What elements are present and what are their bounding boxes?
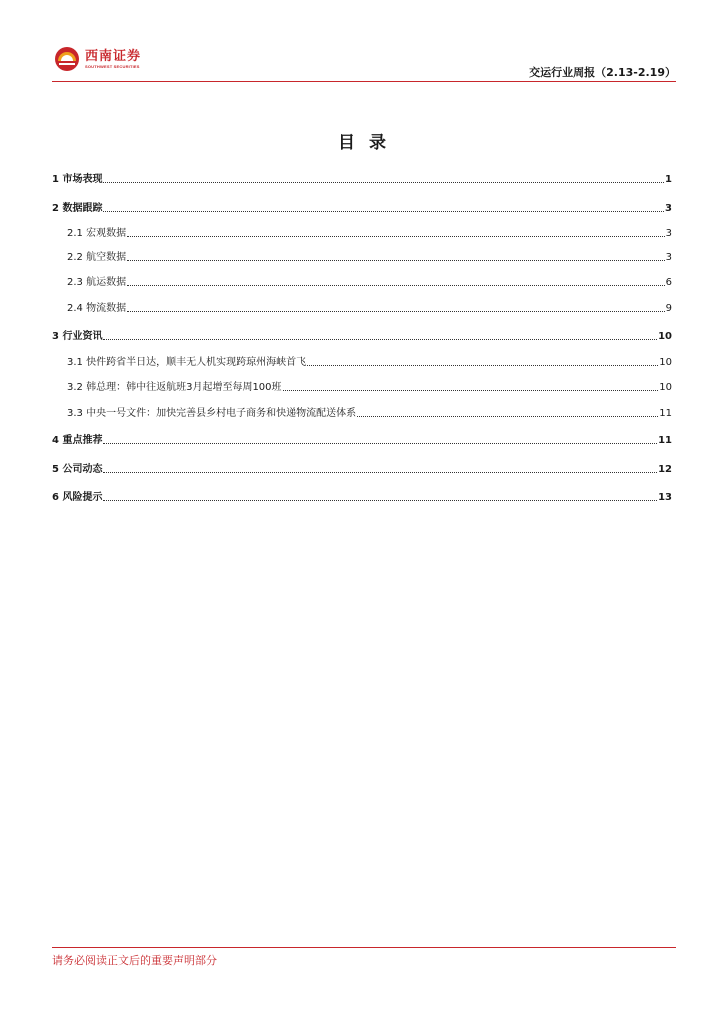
toc-entry-page: 3 — [665, 203, 672, 214]
toc-title: 目录 — [338, 133, 400, 153]
toc-entry-page: 11 — [659, 408, 672, 419]
report-title: 交运行业周报（2.13-2.19） — [529, 66, 676, 79]
toc-entry[interactable] — [52, 433, 672, 447]
toc-entry-page: 12 — [658, 464, 672, 475]
page-header — [52, 40, 676, 82]
toc-entry-label: 2.2 航空数据 — [67, 252, 127, 263]
toc-entry-label: 5 公司动态 — [52, 464, 103, 475]
toc-leader-dots — [127, 285, 665, 286]
toc-leader-dots — [127, 311, 665, 312]
toc-entry-label: 2.1 宏观数据 — [67, 228, 127, 239]
toc-entry[interactable] — [52, 301, 672, 315]
toc-entry-page: 9 — [665, 303, 672, 314]
toc-leader-dots — [307, 365, 658, 366]
toc-entry-label: 2.3 航运数据 — [67, 277, 127, 288]
toc-leader-dots — [103, 500, 657, 501]
toc-entry-page: 10 — [658, 331, 672, 342]
toc-leader-dots — [103, 211, 664, 212]
toc-entry[interactable] — [52, 355, 672, 369]
toc-entry[interactable] — [52, 172, 672, 186]
toc-entry-label: 2.4 物流数据 — [67, 303, 127, 314]
toc-entry[interactable] — [52, 462, 672, 476]
toc-leader-dots — [103, 339, 657, 340]
toc-entry-label: 3.3 中央一号文件：加快完善县乡村电子商务和快递物流配送体系 — [67, 408, 357, 419]
toc-entry[interactable] — [52, 406, 672, 420]
footer-divider — [52, 947, 676, 948]
toc-entry[interactable] — [52, 329, 672, 343]
toc-entry-page: 10 — [659, 357, 672, 368]
toc-leader-dots — [127, 260, 665, 261]
toc-entry-page: 3 — [665, 252, 672, 263]
toc-leader-dots — [103, 472, 657, 473]
toc-entry[interactable] — [52, 380, 672, 394]
header-divider — [52, 81, 676, 82]
toc-entry-page: 3 — [665, 228, 672, 239]
toc-leader-dots — [127, 236, 665, 237]
toc-entry-page: 6 — [665, 277, 672, 288]
toc-entry-label: 6 风险提示 — [52, 492, 103, 503]
toc-entry[interactable] — [52, 275, 672, 289]
toc-leader-dots — [103, 443, 657, 444]
toc-entry-page: 11 — [658, 435, 672, 446]
toc-entry-label: 4 重点推荐 — [52, 435, 103, 446]
toc-entry[interactable] — [52, 490, 672, 504]
logo-english-name: SOUTHWEST SECURITIES — [85, 63, 140, 69]
toc-entry[interactable] — [52, 250, 672, 264]
toc-entry-label: 2 数据跟踪 — [52, 203, 103, 214]
footer-disclaimer: 请务必阅读正文后的重要声明部分 — [52, 954, 217, 967]
toc-entry[interactable] — [52, 226, 672, 240]
toc-leader-dots — [103, 182, 664, 183]
toc-entry-label: 3.1 快件跨省半日达，顺丰无人机实现跨琼州海峡首飞 — [67, 357, 307, 368]
company-logo — [54, 42, 141, 76]
toc-entry-page: 1 — [665, 174, 672, 185]
toc-entry-label: 3.2 韩总理：韩中往返航班3月起增至每周100班 — [67, 382, 282, 393]
toc-leader-dots — [357, 416, 658, 417]
toc-entry[interactable] — [52, 201, 672, 215]
southwest-securities-logo-icon — [54, 46, 80, 72]
toc-entry-label: 1 市场表现 — [52, 174, 103, 185]
toc-entry-label: 3 行业资讯 — [52, 331, 103, 342]
toc-entry-page: 13 — [658, 492, 672, 503]
logo-chinese-name: 西南证券 — [85, 48, 142, 64]
toc-entry-page: 10 — [659, 382, 672, 393]
toc-leader-dots — [283, 390, 659, 391]
